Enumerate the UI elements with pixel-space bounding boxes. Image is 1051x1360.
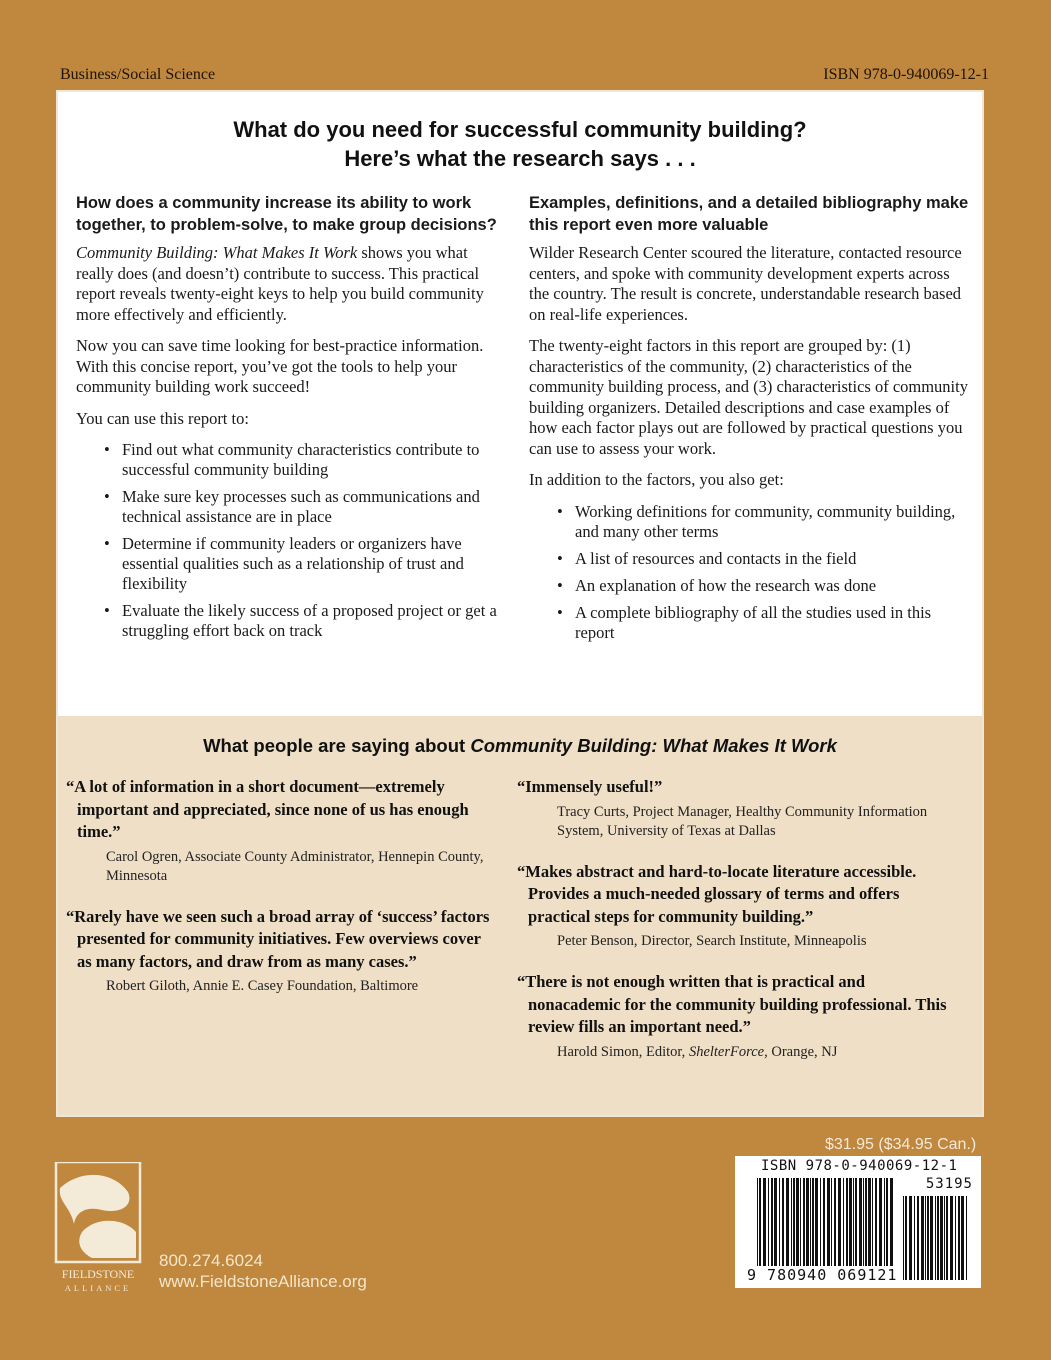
- testimonial: [517, 861, 957, 952]
- logo-wordmark-1: FIELDSTONE: [61, 1267, 135, 1281]
- barcode-bar: [855, 1178, 857, 1280]
- left-para-2: Now you can save time looking for best-practice information. With this concise report, you’ve got the tools to help your community building work succeed!: [76, 336, 484, 396]
- barcode-bar: [757, 1178, 758, 1280]
- barcode-bar: [791, 1178, 792, 1280]
- barcode-bar: [843, 1178, 844, 1280]
- barcode-bar: [875, 1178, 877, 1280]
- quote-attribution: Tracy Curts, Project Manager, Healthy Community Information System, University of Texas at Dallas: [557, 803, 928, 839]
- headline-line-1: What do you need for successful community building?: [233, 117, 807, 142]
- barcode-bar: [879, 1178, 882, 1280]
- right-bullet-list: [529, 502, 969, 643]
- barcode-bar: [890, 1178, 893, 1280]
- barcode-bar: [774, 1178, 777, 1280]
- barcode-bar: [815, 1178, 818, 1280]
- quote-text: “A lot of information in a short document—extremely important and appreciated, since none of us has enough time.”: [66, 777, 469, 841]
- website-url: www.FieldstoneAlliance.org: [159, 1272, 367, 1291]
- barcode-bar: [771, 1178, 773, 1280]
- logo-stone-shape: [79, 1221, 136, 1258]
- barcode-bar: [827, 1178, 830, 1280]
- testimonials-title-prefix: What people are saying about: [203, 735, 471, 756]
- barcode-bar: [872, 1178, 873, 1280]
- barcode-price-code: 53195: [925, 1176, 973, 1192]
- publisher-contact: [159, 1250, 367, 1292]
- barcode-bar: [935, 1196, 936, 1280]
- attribution-name: Harold Simon, Editor,: [557, 1043, 689, 1060]
- testimonials-book-title: Community Building: What Makes It Work: [470, 735, 837, 756]
- list-item: • A list of resources and contacts in the field: [529, 549, 969, 569]
- barcode-bar: [800, 1178, 801, 1280]
- description-panel: [56, 90, 984, 716]
- quote-attribution: [517, 1043, 957, 1062]
- quote-text: “Makes abstract and hard-to-locate literature accessible. Provides a much-needed glossary of terms and offers practical steps for community building.”: [517, 861, 917, 926]
- list-item: • An explanation of how the research was done: [529, 576, 969, 596]
- barcode-box: [735, 1156, 981, 1288]
- barcode-bar: [927, 1196, 929, 1280]
- barcode-bar: [803, 1178, 805, 1280]
- intro-text: shows you what really does (and doesn’t) contribute to success. This practical report reveals twenty-eight keys to help you build community more effectively and efficiently.: [76, 243, 484, 324]
- barcode-bar: [863, 1178, 864, 1280]
- headline: [58, 115, 982, 173]
- left-bullet-list: [76, 440, 506, 641]
- barcode-bar: [768, 1178, 769, 1280]
- price-label: $31.95 ($34.95 Can.): [825, 1136, 977, 1153]
- barcode-bar: [944, 1196, 945, 1280]
- right-heading: Examples, definitions, and a detailed bibliography make this report even more valuable: [529, 194, 969, 234]
- book-title: Community Building: What Makes It Work: [76, 243, 358, 262]
- barcode-bar: [806, 1178, 809, 1280]
- barcode-bar: [786, 1178, 789, 1280]
- left-heading: How does a community increase its ability to work together, to problem-solve, to make group decisions?: [76, 194, 497, 234]
- barcode-bar: [940, 1196, 943, 1280]
- left-list-intro: You can use this report to:: [76, 408, 249, 428]
- barcode-bar: [823, 1178, 825, 1280]
- barcode-bar: [925, 1196, 926, 1280]
- barcode-bar: [859, 1178, 862, 1280]
- barcode-bar: [831, 1178, 832, 1280]
- ean-barcode-bars: [757, 1178, 893, 1280]
- testimonial: [517, 776, 957, 841]
- isbn-top-label: ISBN 978-0-940069-12-1: [823, 66, 989, 83]
- barcode-bar: [846, 1178, 848, 1280]
- barcode-bar: [955, 1196, 956, 1280]
- barcode-bar: [793, 1178, 795, 1280]
- barcode-bar: [868, 1178, 871, 1280]
- right-column: [529, 192, 969, 650]
- barcode-isbn: ISBN 978-0-940069-12-1: [761, 1158, 958, 1174]
- barcode-bar: [884, 1178, 885, 1280]
- barcode-bar: [865, 1178, 867, 1280]
- left-column: [76, 192, 506, 648]
- attribution-place: Orange, NJ: [767, 1043, 838, 1060]
- quote-text: “There is not enough written that is practical and nonacademic for the community building professional. This review fills an important need.”: [517, 972, 947, 1036]
- barcode-bar: [921, 1196, 924, 1280]
- barcode-bar: [917, 1196, 919, 1280]
- phone-number: 800.274.6024: [159, 1251, 263, 1270]
- right-list-intro: In addition to the factors, you also get:: [529, 470, 784, 489]
- barcode-bar: [779, 1178, 780, 1280]
- testimonial: [66, 906, 496, 997]
- barcode-bar: [958, 1196, 960, 1280]
- barcode-bar: [782, 1178, 784, 1280]
- list-item: • Make sure key processes such as communications and technical assistance are in place: [76, 487, 506, 527]
- barcode-digits: 9 780940 069121: [747, 1266, 898, 1284]
- quotes-right-column: [517, 776, 957, 1082]
- price-barcode-bars: [903, 1196, 967, 1280]
- left-intro: [76, 243, 506, 325]
- barcode-bar: [838, 1178, 841, 1280]
- barcode-bar: [820, 1178, 821, 1280]
- barcode-bar: [961, 1196, 964, 1280]
- list-item: • Working definitions for community, community building, and many other terms: [529, 502, 969, 542]
- barcode-bar: [950, 1196, 953, 1280]
- quote-attribution: Robert Giloth, Annie E. Casey Foundation, Baltimore: [106, 978, 419, 994]
- testimonials-title: [58, 735, 982, 757]
- barcode-bar: [886, 1178, 888, 1280]
- quote-attribution: Peter Benson, Director, Search Institute, Minneapolis: [557, 933, 867, 949]
- right-para-1: Wilder Research Center scoured the literature, contacted resource centers, and spoke with community development experts across the country. The result is concrete, understandable research based on real-life experiences.: [529, 243, 962, 324]
- list-item: • Evaluate the likely success of a proposed project or get a struggling effort back on track: [76, 601, 506, 641]
- quote-attribution: Carol Ogren, Associate County Administrator, Hennepin County, Minnesota: [106, 848, 484, 884]
- barcode-bar: [909, 1196, 912, 1280]
- publication-name: ShelterForce,: [688, 1043, 768, 1060]
- testimonial: [66, 776, 496, 886]
- barcode-bar: [759, 1178, 761, 1280]
- barcode-bar: [849, 1178, 852, 1280]
- quote-text: “Rarely have we seen such a broad array of ‘success’ factors presented for community initiatives. Few overviews cover as many factors, and draw from as many cases.”: [66, 906, 490, 971]
- testimonial: [517, 971, 957, 1062]
- barcode-bar: [937, 1196, 939, 1280]
- fieldstone-alliance-logo: [52, 1162, 148, 1294]
- list-item: • A complete bibliography of all the studies used in this report: [529, 603, 969, 643]
- barcode-bar: [966, 1196, 967, 1280]
- quote-text: “Immensely useful!”: [517, 777, 663, 796]
- category-label: Business/Social Science: [60, 66, 216, 83]
- testimonials-panel: [56, 716, 984, 1117]
- logo-wordmark-2: ALLIANCE: [64, 1283, 132, 1293]
- barcode-bar: [930, 1196, 933, 1280]
- barcode-bar: [853, 1178, 854, 1280]
- headline-line-2: Here’s what the research says . . .: [344, 146, 696, 171]
- list-item: • Find out what community characteristics contribute to successful community building: [76, 440, 506, 480]
- barcode-bar: [810, 1178, 811, 1280]
- barcode-bar: [834, 1178, 836, 1280]
- barcode-bar: [796, 1178, 799, 1280]
- barcode-bar: [763, 1178, 766, 1280]
- logo-stone-shape: [60, 1175, 130, 1224]
- right-para-2: The twenty-eight factors in this report are grouped by: (1) characteristics of the community, (2) characteristics of the community building process, and (3) characteristics of community building organizers. Detailed descriptions and case examples of how each factor plays out are followed by practical questions you can use to assess your work.: [529, 336, 968, 458]
- barcode-bar: [903, 1196, 904, 1280]
- quotes-left-column: [66, 776, 496, 1016]
- barcode-bar: [946, 1196, 948, 1280]
- barcode-bar: [905, 1196, 907, 1280]
- barcode-bar: [812, 1178, 814, 1280]
- list-item: • Determine if community leaders or organizers have essential qualities such as a relationship of trust and flexibility: [76, 534, 506, 594]
- barcode-bar: [914, 1196, 915, 1280]
